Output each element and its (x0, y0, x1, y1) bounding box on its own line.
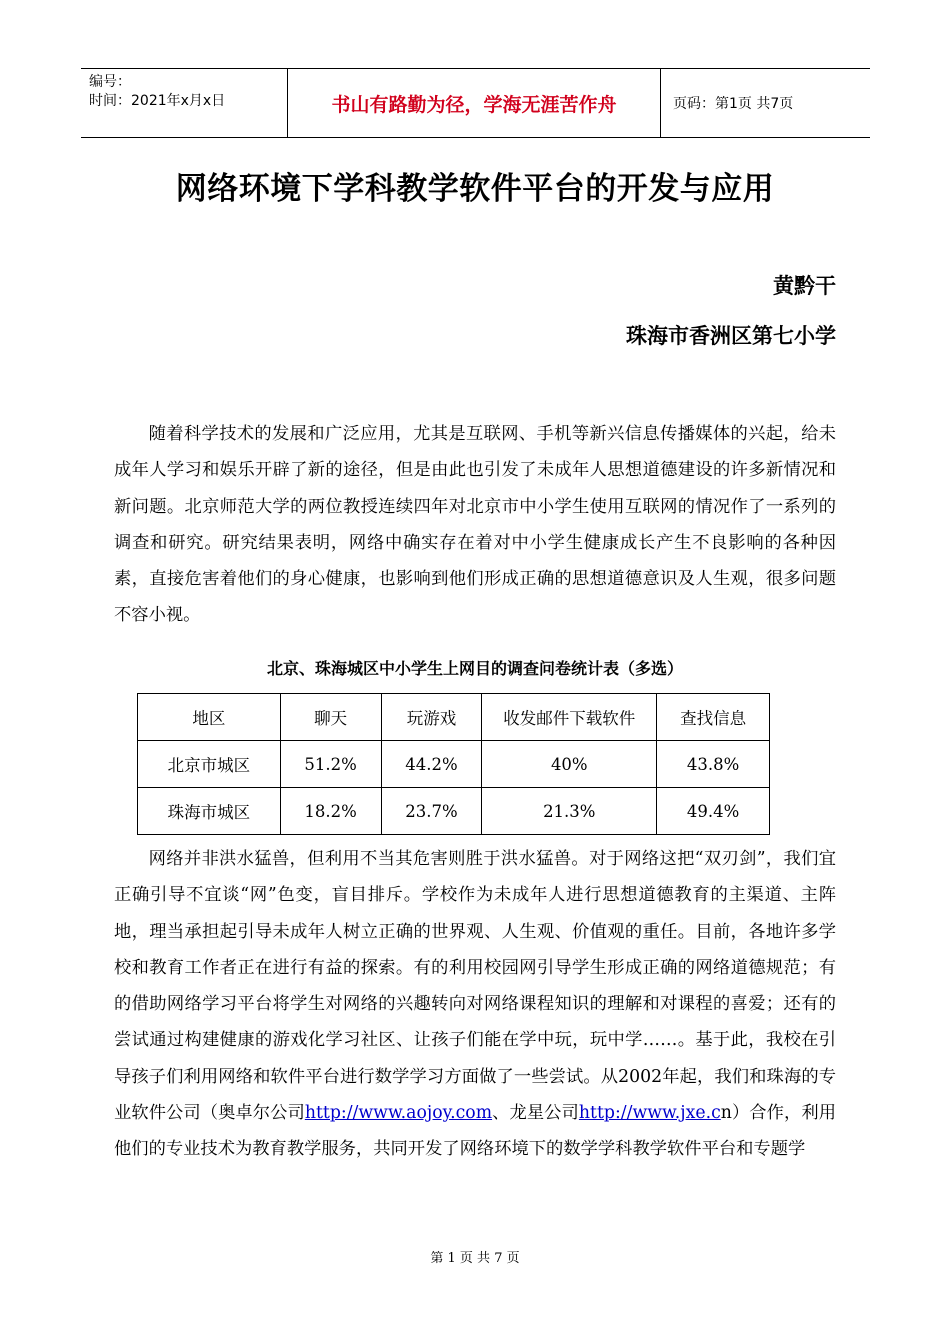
table-cell: 49.4% (657, 788, 770, 835)
paragraph-intro: 随着科学技术的发展和广泛应用，尤其是互联网、手机等新兴信息传播媒体的兴起，给未成年人学习和娱乐开辟了新的途径，但是由此也引发了未成年人思想道德建设的许多新情况和新问题。北京师范大学的两位教授连续四年对北京市中小学生使用互联网的情况作了一系列的调查和研究。研究结果表明，网络中确实存在着对中小学生健康成长产生不良影响的各种因素，直接危害着他们的身心健康，也影响到他们形成正确的思想道德意识及人生观，很多问题不容小视。 (114, 424, 836, 626)
table-header-cell: 玩游戏 (381, 694, 482, 741)
school-name: 珠海市香洲区第七小学 (626, 324, 836, 348)
header-page-label: 页码：第1页 共7页 (673, 96, 794, 112)
author-name: 黄黔干 (773, 274, 836, 298)
document-title: 网络环境下学科教学软件平台的开发与应用 (175, 171, 775, 207)
table-header-cell: 收发邮件下载软件 (482, 694, 657, 741)
table-header-cell: 地区 (138, 694, 281, 741)
table-header-row (138, 694, 770, 741)
header-meta (81, 69, 288, 137)
table-cell: 43.8% (657, 741, 770, 788)
table-cell: 珠海市城区 (138, 788, 281, 835)
table-cell: 18.2% (280, 788, 381, 835)
paragraph-text-before: 网络并非洪水猛兽，但利用不当其危害则胜于洪水猛兽。对于网络这把“双刃剑”，我们宜正确引导不宜谈“网”色变，盲目排斥。学校作为未成年人进行思想道德教育的主渠道、主阵地，理当承担起引导未成年人树立正确的世界观、人生观、价值观的重任。目前，各地许多学校和教育工作者正在进行有益的探索。有的利用校园网引导学生形成正确的网络道德规范；有的借助网络学习平台将学生对网络的兴趣转向对网络课程知识的理解和对课程的喜爱；还有的尝试通过构建健康的游戏化学习社区、让孩子们能在学中玩，玩中学……。基于此，我校在引导孩子们利用网络和软件平台进行数学学习方面做了一些尝试。从2002年起，我们和珠海的专业软件公司（奥卓尔公司 (114, 849, 836, 1124)
jxe-link[interactable]: http://www.jxe.c (578, 1103, 721, 1124)
table-cell: 40% (482, 741, 657, 788)
aojoy-link[interactable]: http://www.aojoy.com (304, 1103, 493, 1124)
paragraph-text-middle: 、龙星公司 (492, 1103, 579, 1124)
table-caption: 北京、珠海城区中小学生上网目的调查问卷统计表（多选） (266, 659, 683, 678)
table-cell: 44.2% (381, 741, 482, 788)
table-header-cell: 查找信息 (657, 694, 770, 741)
paragraph-text-after: n）合作，利用他们的专业技术为教育教学服务，共同开发了网络环境下的数学学科教学软件平台和专题学 (114, 1103, 836, 1160)
table-header-cell: 聊天 (280, 694, 381, 741)
page-footer: 第 1 页 共 7 页 (430, 1251, 520, 1266)
survey-table (137, 693, 770, 835)
table-cell: 23.7% (381, 788, 482, 835)
table-cell: 北京市城区 (138, 741, 281, 788)
time-label: 时间：2021年x月x日 (89, 93, 226, 109)
table-row (138, 741, 770, 788)
table-cell: 51.2% (280, 741, 381, 788)
header-motto: 书山有路勤为径，学海无涯苦作舟 (288, 69, 661, 137)
table-row (138, 788, 770, 835)
page-header (81, 68, 870, 138)
number-label: 编号： (89, 74, 131, 90)
table-cell: 21.3% (482, 788, 657, 835)
paragraph-body (114, 841, 836, 1168)
